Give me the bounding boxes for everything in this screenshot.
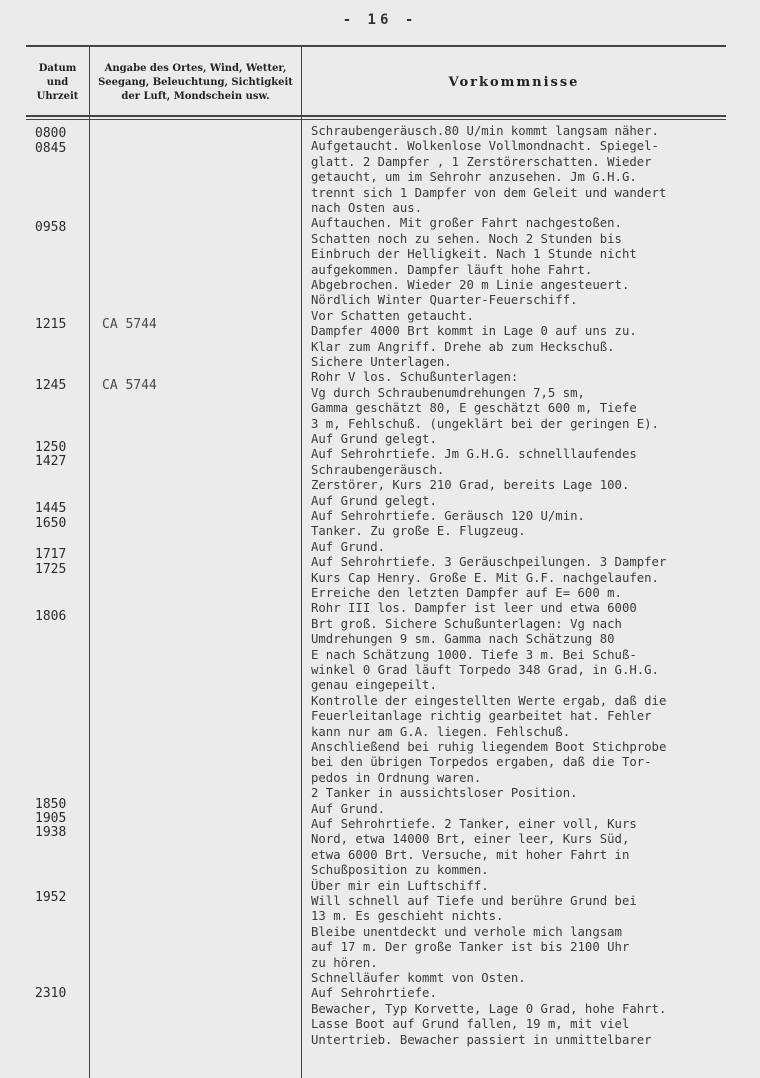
event-line: Auf Grund. xyxy=(311,539,386,554)
event-line: Auftauchen. Mit großer Fahrt nachgestoßen. xyxy=(311,216,622,231)
event-line: Umdrehungen 9 sm. Gamma nach Schätzung 80 xyxy=(311,632,615,647)
event-line: Nord, etwa 14000 Brt, einer leer, Kurs Süd, xyxy=(311,832,630,847)
header-date-line-1: Datum xyxy=(38,63,77,74)
time-entry: 1245 xyxy=(35,378,67,393)
event-line: Abgebrochen. Wieder 20 m Linie angesteuert. xyxy=(311,278,630,292)
event-line: Auf Sehrohrtiefe. 2 Tanker, einer voll, Kurs xyxy=(311,817,637,831)
event-line: genau eingepeilt. xyxy=(311,678,437,693)
event-line: Kurs Cap Henry. Große E. Mit G.F. nachgelaufen. xyxy=(311,570,659,585)
event-line: Vor Schatten getaucht. xyxy=(311,308,474,323)
header-bottom-rule xyxy=(26,115,726,117)
event-line: nach Osten aus. xyxy=(311,201,423,215)
event-line: kann nur am G.A. liegen. Fehlschuß. xyxy=(311,724,571,739)
event-line: Kontrolle der eingestellten Werte ergab, daß die xyxy=(311,693,667,708)
time-entry: 1850 xyxy=(35,797,67,812)
time-entry: 1445 xyxy=(35,501,67,516)
location-entry: CA 5744 xyxy=(102,317,157,332)
header-location-line-1: Angabe des Ortes, Wind, Wetter, xyxy=(104,63,287,74)
event-line: Auf Sehrohrtiefe. xyxy=(311,986,437,1001)
event-line: auf 17 m. Der große Tanker ist bis 2100 Uhr xyxy=(311,940,630,955)
event-line: Auf Sehrohrtiefe. Jm G.H.G. schnelllaufendes xyxy=(311,447,637,462)
event-line: Erreiche den letzten Dampfer auf E= 600 m. xyxy=(311,586,622,600)
event-line: Auf Sehrohrtiefe. 3 Geräuschpeilungen. 3 Dampfer xyxy=(311,555,667,570)
event-line: 13 m. Es geschieht nichts. xyxy=(311,909,504,924)
column-divider-2 xyxy=(301,45,302,1078)
event-line: Rohr V los. Schußunterlagen: xyxy=(311,370,519,385)
event-line: Klar zum Angriff. Drehe ab zum Heckschuß. xyxy=(311,339,615,354)
page-number: - 16 - xyxy=(342,12,418,28)
event-line: Lasse Boot auf Grund fallen, 19 m, mit viel xyxy=(311,1017,630,1032)
header-location-line-2: Seegang, Beleuchtung, Sichtigkeit xyxy=(98,77,293,88)
header-events: Vorkommnisse xyxy=(448,75,580,90)
event-line: Auf Grund. xyxy=(311,801,386,816)
event-line: Untertrieb. Bewacher passiert in unmittelbarer xyxy=(311,1032,652,1047)
event-line: Über mir ein Luftschiff. xyxy=(311,878,489,893)
event-line: pedos in Ordnung waren. xyxy=(311,770,482,785)
location-entry: CA 5744 xyxy=(102,378,157,393)
event-line: Schraubengeräusch. xyxy=(311,462,445,477)
event-line: Auf Grund gelegt. xyxy=(311,493,437,508)
event-line: aufgekommen. Dampfer läuft hohe Fahrt. xyxy=(311,262,593,277)
event-line: Gamma geschätzt 80, E geschätzt 600 m, Tiefe xyxy=(311,401,637,416)
event-line: getaucht, um im Sehrohr anzusehen. Jm G.H.G. xyxy=(311,170,637,185)
event-line: Auf Grund gelegt. xyxy=(311,432,437,446)
table-top-rule xyxy=(26,45,726,47)
time-entry: 1650 xyxy=(35,516,67,531)
event-line: Bewacher, Typ Korvette, Lage 0 Grad, hohe Fahrt. xyxy=(311,1001,667,1016)
time-entry: 0800 xyxy=(35,126,67,141)
event-line: Auf Sehrohrtiefe. Geräusch 120 U/min. xyxy=(311,509,585,523)
event-line: etwa 6000 Brt. Versuche, mit hoher Fahrt in xyxy=(311,847,630,862)
time-entry: 1717 xyxy=(35,547,67,562)
event-line: Nördlich Winter Quarter-Feuerschiff. xyxy=(311,293,578,308)
header-location xyxy=(90,62,301,104)
event-line: Brt groß. Sichere Schußunterlagen: Vg nach xyxy=(311,616,622,631)
time-entry: 0845 xyxy=(35,141,67,156)
event-line: glatt. 2 Dampfer , 1 Zerstörerschatten. Wieder xyxy=(311,154,652,169)
event-line: bei den übrigen Torpedos ergaben, daß die Tor- xyxy=(311,755,652,770)
time-entry: 1215 xyxy=(35,317,67,332)
time-entry: 1905 xyxy=(35,811,67,826)
header-date-line-3: Uhrzeit xyxy=(36,91,79,102)
event-line: Sichere Unterlagen. xyxy=(311,355,452,369)
event-line: E nach Schätzung 1000. Tiefe 3 m. Bei Schuß- xyxy=(311,647,637,662)
event-line: Rohr III los. Dampfer ist leer und etwa 6000 xyxy=(311,601,637,616)
header-date-line-2: und xyxy=(46,77,69,88)
event-line: Schnelläufer kommt von Osten. xyxy=(311,971,526,985)
event-line: Schraubengeräusch.80 U/min kommt langsam näher. xyxy=(311,124,659,138)
event-line: Einbruch der Helligkeit. Nach 1 Stunde nicht xyxy=(311,247,637,262)
event-line: Anschließend bei ruhig liegendem Boot Stichprobe xyxy=(311,740,667,754)
time-entry: 1725 xyxy=(35,562,67,577)
time-entry: 1938 xyxy=(35,825,67,840)
event-line: Feuerleitanlage richtig gearbeitet hat. Fehler xyxy=(311,709,652,724)
time-entry: 1952 xyxy=(35,890,67,905)
header-bottom-rule-2 xyxy=(26,119,726,120)
event-line: Bleibe unentdeckt und verhole mich langsam xyxy=(311,924,622,939)
event-line: Dampfer 4000 Brt kommt in Lage 0 auf uns zu. xyxy=(311,324,637,339)
time-entry: 1250 xyxy=(35,440,67,455)
event-line: trennt sich 1 Dampfer von dem Geleit und wandert xyxy=(311,185,667,200)
event-line: Tanker. Zu große E. Flugzeug. xyxy=(311,524,526,539)
event-line: winkel 0 Grad läuft Torpedo 348 Grad, in G.H.G. xyxy=(311,663,659,677)
time-entry: 0958 xyxy=(35,220,67,235)
event-line: Vg durch Schraubenumdrehungen 7,5 sm, xyxy=(311,385,585,400)
event-line: Will schnell auf Tiefe und berühre Grund bei xyxy=(311,894,637,908)
event-line: 2 Tanker in aussichtsloser Position. xyxy=(311,786,578,801)
event-line: Schußposition zu kommen. xyxy=(311,863,489,878)
time-entry: 1806 xyxy=(35,609,67,624)
event-line: Zerstörer, Kurs 210 Grad, bereits Lage 100. xyxy=(311,478,630,493)
header-location-line-3: der Luft, Mondschein usw. xyxy=(121,91,270,102)
event-line: Schatten noch zu sehen. Noch 2 Stunden bis xyxy=(311,231,622,246)
header-date-time xyxy=(26,62,89,104)
event-line: 3 m, Fehlschuß. (ungeklärt bei der geringen E). xyxy=(311,416,659,431)
event-line: Aufgetaucht. Wolkenlose Vollmondnacht. Spiegel- xyxy=(311,139,659,154)
time-entry: 2310 xyxy=(35,986,67,1001)
event-line: zu hören. xyxy=(311,955,378,970)
time-entry: 1427 xyxy=(35,454,67,469)
